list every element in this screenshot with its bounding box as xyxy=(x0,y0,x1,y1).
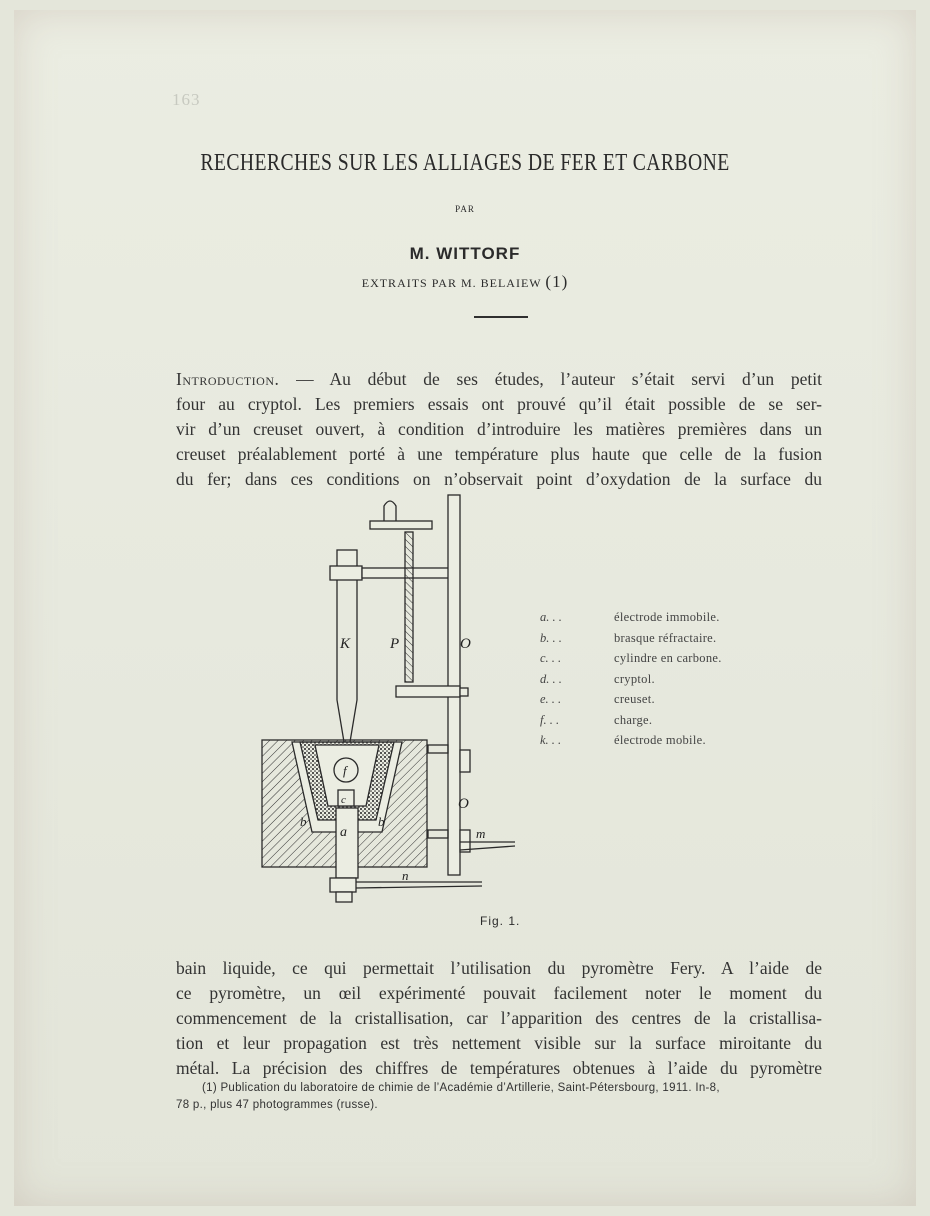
intro-lead: Introduction. xyxy=(176,369,280,389)
legend-value: charge. xyxy=(614,712,653,727)
introduction-paragraph xyxy=(176,367,822,492)
label-m: m xyxy=(476,826,486,841)
legend-row xyxy=(540,610,790,631)
legend-key: d. . . xyxy=(540,671,562,686)
figure-legend xyxy=(540,610,790,754)
legend-row xyxy=(540,733,790,754)
article-title: RECHERCHES SUR LES ALLIAGES DE FER ET CARBONE xyxy=(200,150,730,176)
body-line: bain liquide, ce qui permettait l’utilisation du pyromètre Fery. A l’aide de xyxy=(176,958,822,978)
intro-line: du fer; dans ces conditions on n’observait point d’oxydation de la surface du xyxy=(176,469,822,489)
legend-key: c. . . xyxy=(540,651,562,665)
extract-credit-text: EXTRAITS PAR M. BELAIEW xyxy=(361,276,542,290)
legend-key: k. . . xyxy=(540,733,562,747)
label-P: P xyxy=(390,636,400,652)
label-b-left: b xyxy=(300,814,307,829)
label-b-right: b xyxy=(378,814,385,829)
footnote-ref: (1) xyxy=(545,272,569,291)
footnote-line: (1) Publication du laboratoire de chimie de l’Académie d’Artillerie, Saint-Pétersbourg, 1911. In-8, xyxy=(202,1082,720,1094)
figure-caption: Fig. 1. xyxy=(480,914,521,928)
footnote-line: 78 p., plus 47 photogrammes (russe). xyxy=(176,1099,378,1111)
body-line: ce pyromètre, un œil expérimenté pouvait facilement noter le moment du xyxy=(176,983,822,1003)
legend-value: électrode immobile. xyxy=(614,610,720,624)
legend-key: b. . . xyxy=(540,630,562,645)
label-a: a xyxy=(340,825,347,840)
intro-line-text: — Au début de ses études, l’auteur s’était servi d’un petit xyxy=(296,369,823,389)
body-line: métal. La précision des chiffres de températures obtenues à l’aide du pyromètre xyxy=(176,1058,822,1078)
label-n: n xyxy=(402,868,409,883)
furnace-figure xyxy=(255,490,535,910)
legend-row xyxy=(540,631,790,652)
intro-line: vir d’un creuset ouvert, à condition d’introduire les matières premières dans un xyxy=(176,419,822,439)
legend-row xyxy=(540,651,790,672)
legend-value: cryptol. xyxy=(614,671,655,686)
legend-row xyxy=(540,692,790,713)
legend-value: brasque réfractaire. xyxy=(614,630,717,645)
extract-credit xyxy=(0,272,930,292)
page-number: 163 xyxy=(172,90,201,109)
label-O-lower: O xyxy=(458,796,469,812)
legend-row xyxy=(540,713,790,734)
body-line: tion et leur propagation est très nettement visible sur la surface miroitante du xyxy=(176,1033,822,1053)
label-O: O xyxy=(460,636,471,652)
footnote xyxy=(176,1080,822,1114)
label-c: c xyxy=(341,794,346,806)
intro-line xyxy=(176,367,822,392)
legend-value: creuset. xyxy=(614,692,655,706)
continuation-paragraph xyxy=(176,956,822,1081)
intro-line: four au cryptol. Les premiers essais ont prouvé qu’il était possible de se ser- xyxy=(176,394,822,414)
legend-value: cylindre en carbone. xyxy=(614,651,722,665)
author-name: M. WITTORF xyxy=(409,244,521,263)
by-line: PAR xyxy=(455,204,475,214)
title-rule xyxy=(474,316,528,318)
legend-row xyxy=(540,672,790,693)
legend-key: a. . . xyxy=(540,610,562,624)
legend-key: e. . . xyxy=(540,692,562,706)
legend-key: f. . . xyxy=(540,712,560,727)
legend-value: électrode mobile. xyxy=(614,733,706,747)
label-K: K xyxy=(340,636,351,652)
intro-line: creuset préalablement porté à une température plus haute que celle de la fusion xyxy=(176,444,822,464)
label-f: f xyxy=(343,763,347,778)
body-line: commencement de la cristallisation, car l’apparition des centres de la cristallisa- xyxy=(176,1008,822,1028)
